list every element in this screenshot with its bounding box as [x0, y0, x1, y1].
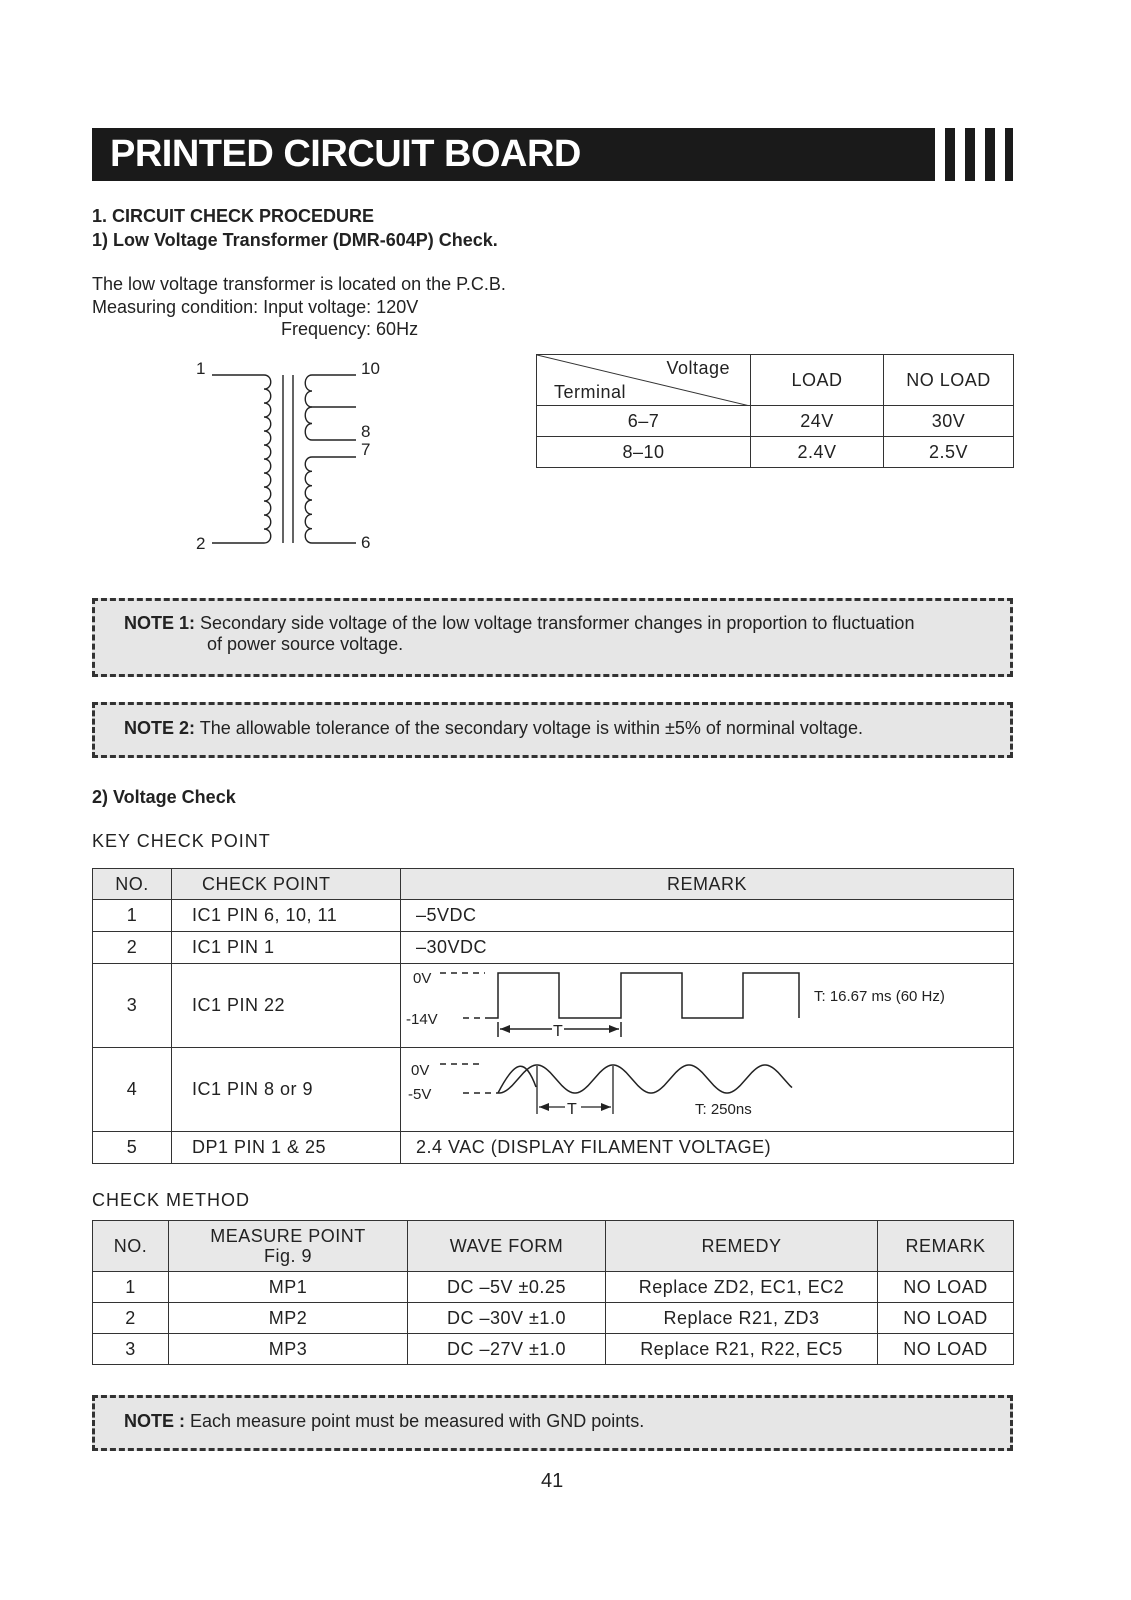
- cell: NO LOAD: [878, 1303, 1014, 1334]
- cell: Replace R21, ZD3: [606, 1303, 878, 1334]
- pin-label: 6: [361, 533, 371, 552]
- note-1: [92, 598, 1013, 677]
- cell: IC1 PIN 6, 10, 11: [172, 900, 401, 932]
- cell: NO LOAD: [878, 1272, 1014, 1303]
- table-row: [93, 1334, 1014, 1365]
- text-line: Frequency: 60Hz: [281, 319, 419, 339]
- note-label: NOTE 1:: [124, 613, 196, 633]
- period-label: T: [567, 1101, 577, 1118]
- period-label: T: [553, 1023, 563, 1040]
- col-header: REMARK: [401, 869, 1014, 900]
- pin-label: 7: [361, 440, 371, 459]
- cell: 2.5V: [884, 437, 1014, 468]
- check-method-table: [92, 1220, 1014, 1365]
- cell: 30V: [884, 406, 1014, 437]
- wave-label: 0V: [413, 970, 432, 987]
- corner-top-label: Voltage: [666, 358, 730, 378]
- coil-winding: [305, 375, 312, 407]
- cell: IC1 PIN 1: [172, 932, 401, 964]
- cell: 2: [93, 932, 172, 964]
- text-line: Measuring condition: Input voltage: 120V: [92, 297, 419, 317]
- pin-label: 1: [196, 359, 206, 378]
- col-header: WAVE FORM: [408, 1221, 606, 1272]
- note-2: [92, 702, 1013, 758]
- coil-winding: [264, 375, 271, 543]
- table-row: [93, 1132, 1014, 1164]
- cell: 2.4V: [751, 437, 884, 468]
- cell: NO LOAD: [878, 1334, 1014, 1365]
- cell: DC –5V ±0.25: [408, 1272, 606, 1303]
- cell: DP1 PIN 1 & 25: [172, 1132, 401, 1164]
- cell: –5VDC: [401, 900, 1014, 932]
- col-header: LOAD: [751, 355, 884, 406]
- table-row: [93, 1303, 1014, 1334]
- col-header: CHECK POINT: [172, 869, 401, 900]
- wave-caption: T: 250ns: [695, 1101, 752, 1118]
- cell: DC –30V ±1.0: [408, 1303, 606, 1334]
- col-header: NO.: [93, 1221, 169, 1272]
- note-text: Secondary side voltage of the low voltage transformer changes in proportion to fluctuation: [200, 613, 915, 633]
- table-row: [93, 964, 1014, 1048]
- table-row: [93, 1048, 1014, 1132]
- cell: 24V: [751, 406, 884, 437]
- waveform-cell: [401, 1048, 1014, 1132]
- col-header: REMEDY: [606, 1221, 878, 1272]
- cell: 2: [93, 1303, 169, 1334]
- waveform-cell: [401, 964, 1014, 1048]
- cell: –30VDC: [401, 932, 1014, 964]
- voltage-table: [536, 354, 1014, 468]
- cell: 1: [93, 1272, 169, 1303]
- wave-label: 0V: [411, 1062, 430, 1079]
- note-label: NOTE 2:: [124, 718, 196, 738]
- page-title: PRINTED CIRCUIT BOARD: [110, 133, 581, 175]
- table-row: [93, 1272, 1014, 1303]
- wave-caption: T: 16.67 ms (60 Hz): [814, 988, 945, 1005]
- note-text: of power source voltage.: [207, 634, 404, 654]
- pin-label: 8: [361, 422, 371, 441]
- section-heading: 1. CIRCUIT CHECK PROCEDURE: [92, 206, 375, 226]
- wave-label: -14V: [406, 1011, 438, 1028]
- col-header: NO.: [93, 869, 172, 900]
- table-row: [93, 900, 1014, 932]
- key-check-table: [92, 868, 1014, 1164]
- table-row: [537, 437, 1014, 468]
- cell: MP3: [169, 1334, 408, 1365]
- cell: MP1: [169, 1272, 408, 1303]
- table-title: CHECK METHOD: [92, 1190, 251, 1210]
- cell: 8–10: [537, 437, 751, 468]
- cell: 4: [93, 1048, 172, 1132]
- pin-label: 2: [196, 534, 206, 553]
- coil-winding: [305, 457, 312, 543]
- cell: IC1 PIN 22: [172, 964, 401, 1048]
- cell: MP2: [169, 1303, 408, 1334]
- note-label: NOTE :: [124, 1411, 185, 1431]
- header-sublabel: Fig. 9: [263, 1246, 313, 1266]
- cell: 3: [93, 1334, 169, 1365]
- corner-cell: [537, 355, 751, 406]
- cell: 1: [93, 900, 172, 932]
- col-header: REMARK: [878, 1221, 1014, 1272]
- page-number: 41: [541, 1470, 564, 1492]
- cell: 2.4 VAC (DISPLAY FILAMENT VOLTAGE): [401, 1132, 1014, 1164]
- cell: 6–7: [537, 406, 751, 437]
- col-header: [169, 1221, 408, 1272]
- table-title: KEY CHECK POINT: [92, 831, 271, 851]
- text-line: The low voltage transformer is located on the P.C.B.: [92, 274, 506, 294]
- wave-label: -5V: [408, 1086, 432, 1103]
- cell: 3: [93, 964, 172, 1048]
- cell: Replace R21, R22, EC5: [606, 1334, 878, 1365]
- header-label: MEASURE POINT: [210, 1226, 366, 1246]
- cell: DC –27V ±1.0: [408, 1334, 606, 1365]
- pin-label: 10: [361, 359, 380, 378]
- note-text: Each measure point must be measured with GND points.: [190, 1411, 645, 1431]
- cell: Replace ZD2, EC1, EC2: [606, 1272, 878, 1303]
- corner-bottom-label: Terminal: [554, 382, 627, 402]
- cell: 5: [93, 1132, 172, 1164]
- cell: IC1 PIN 8 or 9: [172, 1048, 401, 1132]
- table-row: [537, 406, 1014, 437]
- coil-winding: [305, 407, 312, 440]
- note-text: The allowable tolerance of the secondary voltage is within ±5% of norminal voltage.: [199, 718, 863, 738]
- note-3: [92, 1395, 1013, 1451]
- col-header: NO LOAD: [884, 355, 1014, 406]
- subsection-heading: 2) Voltage Check: [92, 787, 236, 807]
- subsection-heading: 1) Low Voltage Transformer (DMR-604P) Check.: [92, 230, 498, 250]
- table-row: [93, 932, 1014, 964]
